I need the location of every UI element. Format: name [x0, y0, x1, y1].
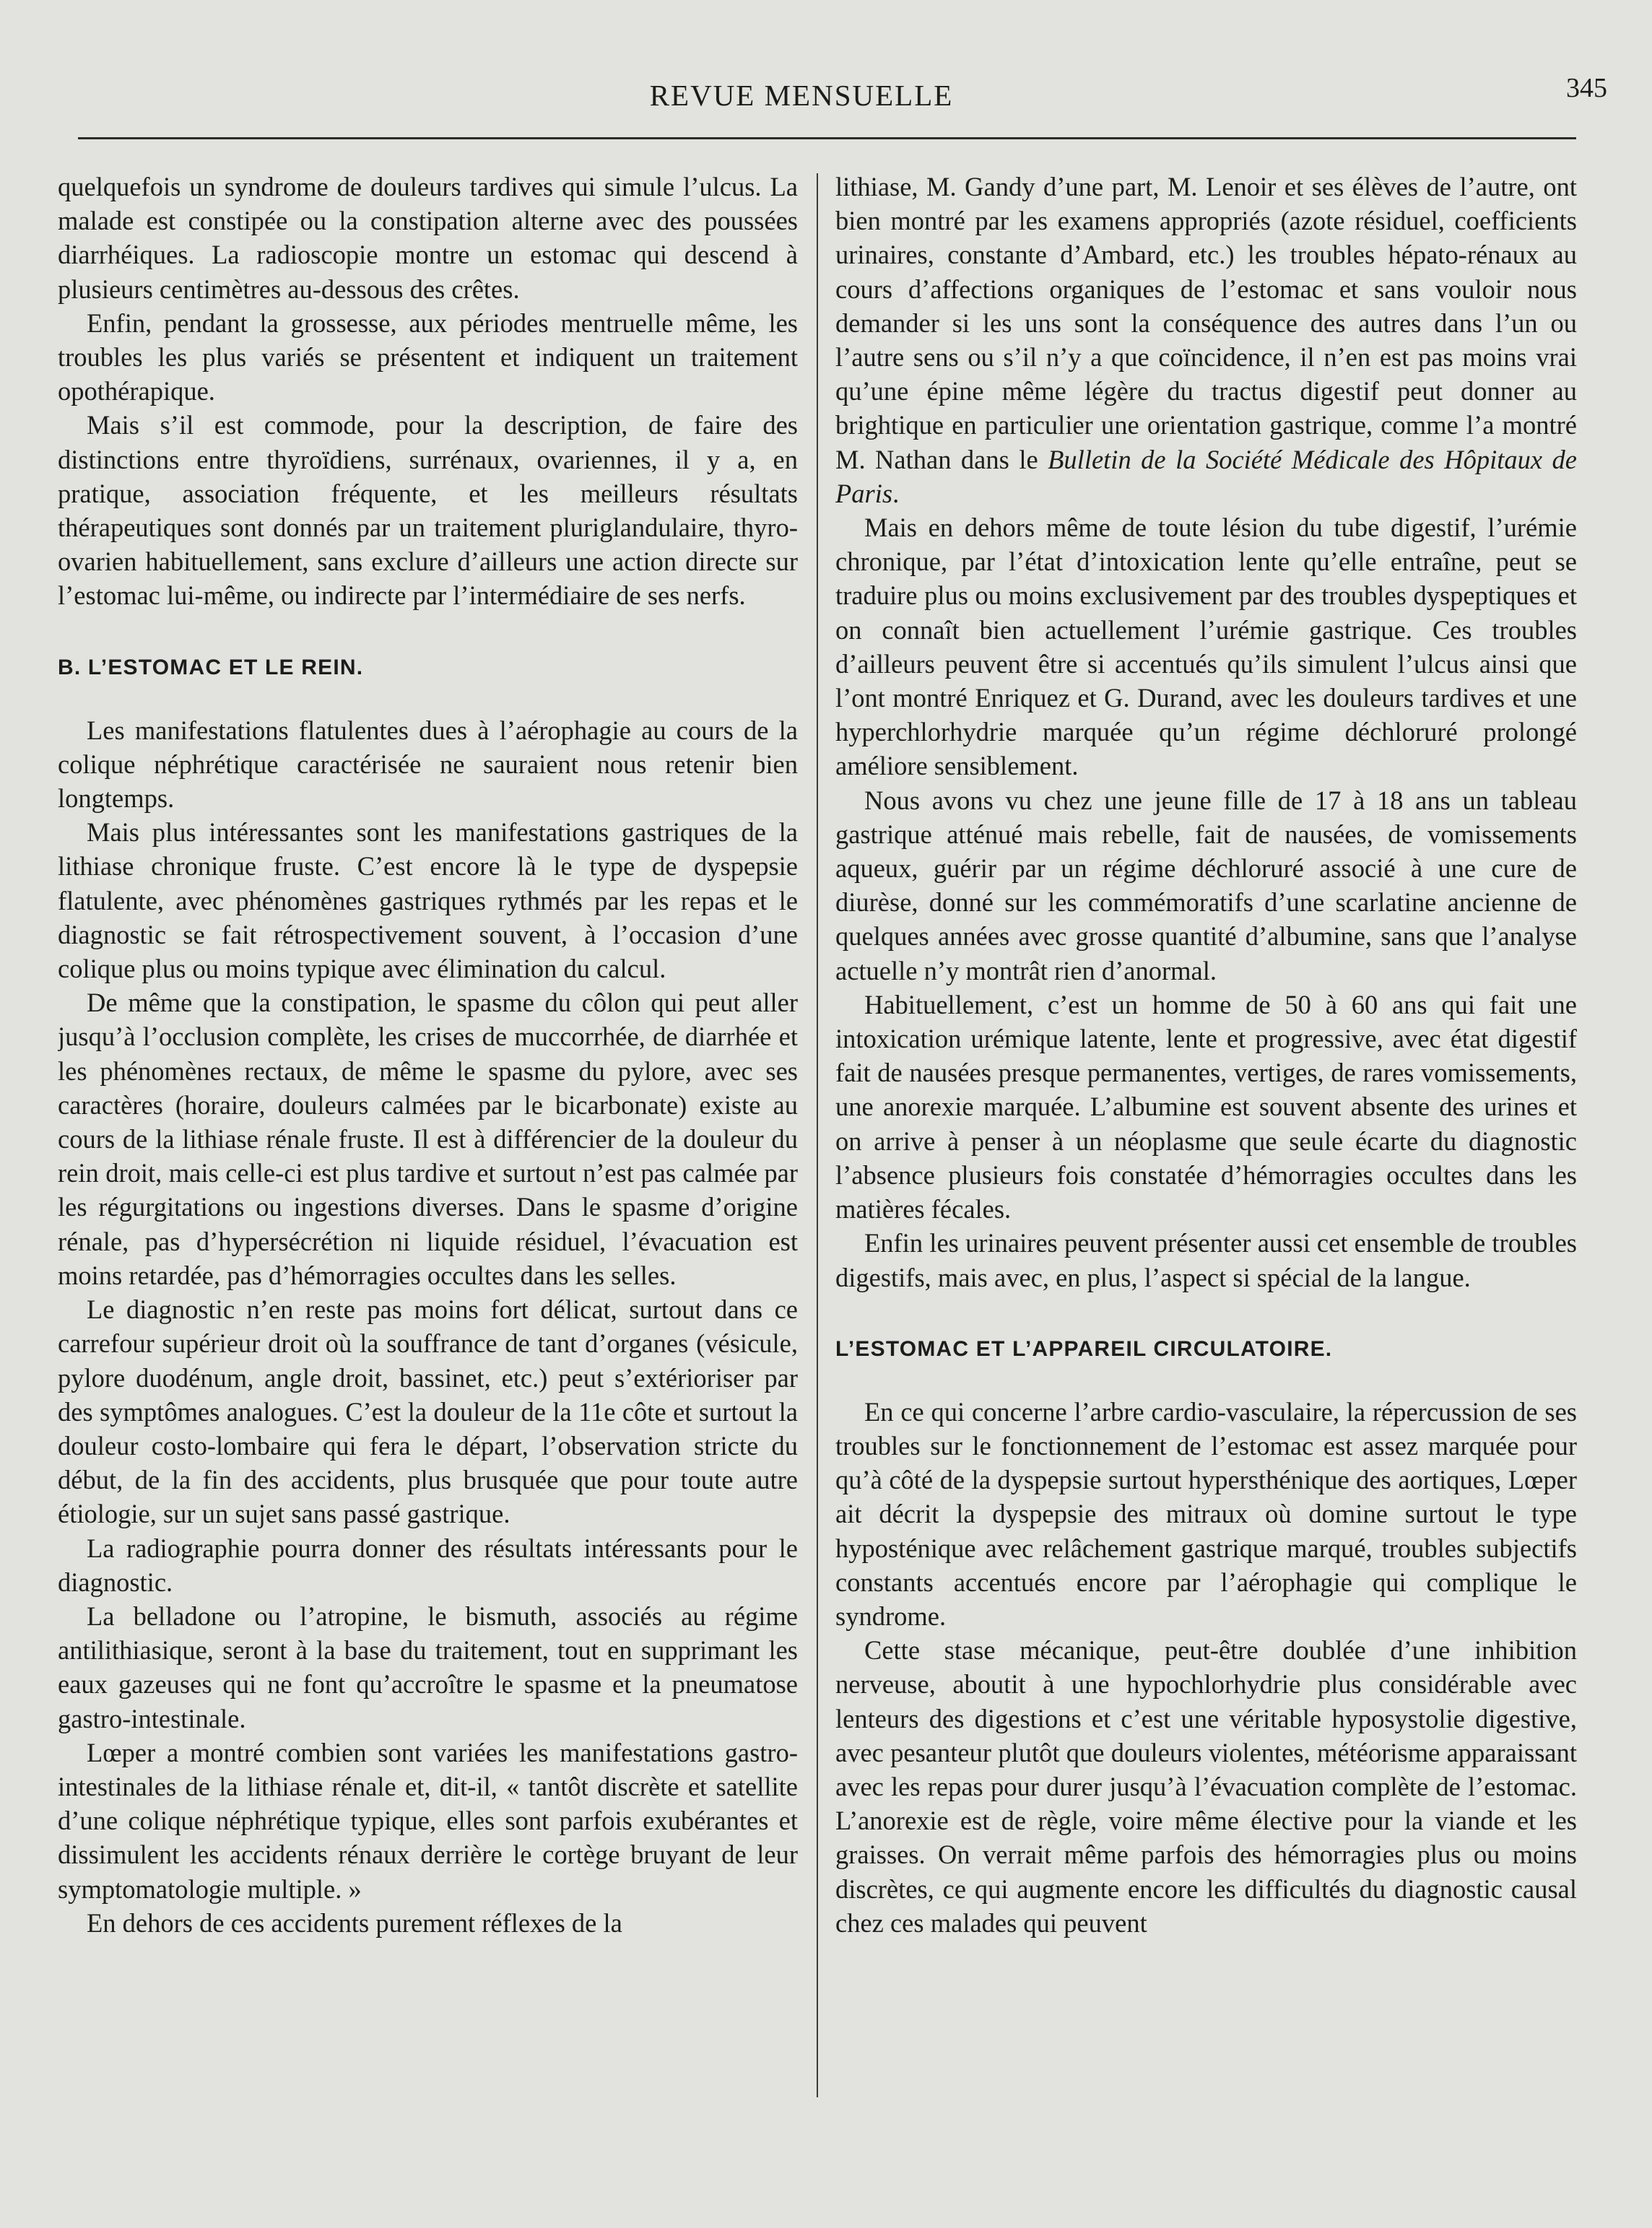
journal-title-italic: Bulletin de la Société Médicale des Hôpitaux de Paris: [835, 444, 1577, 508]
spacer: [58, 613, 798, 650]
paragraph: quelquefois un syndrome de douleurs tardives qui simule l’ulcus. La malade est constipée ou la constipation alterne avec des poussées diarrhéiques. La radioscopie montre un estomac qui descend à plusieurs centimètres au-dessous des crêtes.: [58, 172, 798, 304]
paragraph: Cette stase mécanique, peut-être doublée d’une inhibition nerveuse, aboutit à une hypochlorhydrie plus considérable avec lenteurs des digestions et c’est une véritable hyposystolie digestive, avec pesanteur plutôt que douleurs violentes, météorisme apparaissant avec les repas pour durer jusqu’à l’évacuation complète de l’estomac. L’anorexie est de règle, voire même élective pour la viande et les graisses. On verrait même parfois des hémorragies plus ou moins discrètes, ce qui augmente encore les difficultés du diagnostic causal chez ces malades qui peuvent: [835, 1635, 1577, 1938]
page-number: 345: [1566, 73, 1607, 103]
paragraph: Les manifestations flatulentes dues à l’aérophagie au cours de la colique néphrétique caractérisée ne sauraient nous retenir bien longtemps.: [58, 715, 798, 814]
paragraph: Le diagnostic n’en reste pas moins fort délicat, surtout dans ce carrefour supérieur droit où la souffrance de tant d’organes (vésicule, pylore duodénum, angle droit, bassinet, etc.) peut s’extérioriser par des symptômes analogues. C’est la douleur de la 11e côte et surtout la douleur costo-lombaire qui fera le départ, l’observation stricte du début, de la fin des accidents, plus brusquée que pour toute autre étiologie, sur un sujet sans passé gastrique.: [58, 1294, 798, 1529]
paragraph: De même que la constipation, le spasme du côlon qui peut aller jusqu’à l’occlusion complète, les crises de muccorrhée, de diarrhée et les phénomènes rectaux, de même le spasme du pylore, avec ses caractères (horaire, douleurs calmées par le bicarbonate) existe au cours de la lithiase rénale fruste. Il est à différencier de la douleur du rein droit, mais celle-ci est plus tardive et surtout n’est pas calmée par les régurgitations ou ingestions diverses. Dans le spasme d’origine rénale, pas d’hypersécrétion ni liquide résiduel, l’évacuation est moins retardée, pas d’hémorragies occultes dans les selles.: [58, 988, 798, 1290]
paragraph-text: lithiase, M. Gandy d’une part, M. Lenoir et ses élèves de l’autre, ont bien montré par les examens appropriés (azote résiduel, coefficients urinaires, constante d’Ambard, etc.) les troubles hépato-rénaux au cours d’affections organiques de l’estomac et sans vouloir nous demander si les uns sont la conséquence des autres dans l’un ou l’autre sens ou s’il n’y a que coïncidence, il n’en est pas moins vrai qu’une épine même légère du tractus digestif peut donner au brightique en particulier une orientation gastrique, comme l’a montré M. Nathan dans le: [835, 172, 1577, 474]
paragraph: Enfin, pendant la grossesse, aux périodes mentruelle même, les troubles les plus variés se présentent et indiquent un traitement opothérapique.: [58, 308, 798, 406]
left-column: [58, 170, 798, 2090]
paragraph: La radiographie pourra donner des résultats intéressants pour le diagnostic.: [58, 1533, 798, 1597]
paragraph-end: .: [892, 478, 900, 508]
paragraph: En dehors de ces accidents purement réflexes de la: [87, 1907, 622, 1938]
column-divider: [817, 173, 818, 2097]
header-rule: [78, 137, 1576, 139]
right-column: [835, 170, 1577, 2090]
paragraph: Nous avons vu chez une jeune fille de 17 à 18 ans un tableau gastrique atténué mais rebelle, fait de nausées, de vomissements aqueux, guérir par un régime déchloruré associé à une cure de diurèse, donné sur les commémoratifs d’une scarlatine ancienne de quelques années avec grosse quantité d’albumine, sans que l’analyse actuelle n’y montrât rien d’anormal.: [835, 785, 1577, 985]
section-heading-c: L’ESTOMAC ET L’APPAREIL CIRCULATOIRE.: [835, 1336, 1333, 1361]
section-heading-b: B. L’ESTOMAC ET LE REIN.: [58, 655, 364, 679]
paragraph: Habituellement, c’est un homme de 50 à 60 ans qui fait une intoxication urémique latente, lente et progressive, avec état digestif fait de nausées presque permanentes, vertiges, de rares vomissements, une anorexie marquée. L’albumine est souvent absente des urines et on arrive à penser à un néoplasme que seule écarte du diagnostic l’absence plusieurs fois constatée d’hémorragies occultes dans les matières fécales.: [835, 989, 1577, 1224]
running-header-title: REVUE MENSUELLE: [649, 79, 954, 112]
paragraph: La belladone ou l’atropine, le bismuth, associés au régime antilithiasique, seront à la base du traitement, tout en supprimant les eaux gazeuses qui ne font qu’accroître le spasme et la pneumatose gastro-intestinale.: [58, 1601, 798, 1733]
paragraph: Enfin les urinaires peuvent présenter aussi cet ensemble de troubles digestifs, mais avec, en plus, l’aspect si spécial de la langue.: [835, 1228, 1577, 1292]
paragraph: Lœper a montré combien sont variées les manifestations gastro-intestinales de la lithiase rénale et, dit-il, « tantôt discrète et satellite d’une colique néphrétique typique, elles sont parfois exubérantes et dissimulent les accidents rénaux derrière le cortège bruyant de leur symptomatologie multiple. »: [58, 1737, 798, 1904]
paragraph: [835, 170, 1577, 510]
spacer: [835, 1366, 1577, 1395]
paragraph: Mais en dehors même de toute lésion du tube digestif, l’urémie chronique, par l’état d’intoxication lente qu’elle entraîne, peut se traduire plus ou moins exclusivement par des troubles dyspeptiques et on connaît bien actuellement l’urémie gastrique. Ces troubles d’ailleurs peuvent être si accentués qu’ils simulent l’ulcus ainsi que l’ont montré Enriquez et G. Durand, avec les douleurs tardives et une hyperchlorhydrie marquée qu’un régime déchloruré prolongé améliore sensiblement.: [835, 513, 1577, 781]
paragraph: En ce qui concerne l’arbre cardio-vasculaire, la répercussion de ses troubles sur le fonctionnement de l’estomac est assez marquée pour qu’à côté de la dyspepsie surtout hypersthénique des aortiques, Lœper ait décrit la dyspepsie des mitraux où domine surtout le type hyposténique avec relâchement gastrique marqué, troubles subjectifs constants accentués encore par l’aérophagie qui complique le syndrome.: [835, 1396, 1577, 1631]
paragraph: Mais s’il est commode, pour la description, de faire des distinctions entre thyroïdiens, surrénaux, ovariennes, il y a, en pratique, association fréquente, et les meilleurs résultats thérapeutiques sont donnés par un traitement pluriglandulaire, thyro-ovarien habituellement, sans exclure d’ailleurs une action directe sur l’estomac lui-même, ou indirecte par l’intermédiaire de ses nerfs.: [58, 410, 798, 611]
spacer: [58, 684, 798, 713]
spacer: [835, 1294, 1577, 1332]
paragraph: Mais plus intéressantes sont les manifestations gastriques de la lithiase chronique fruste. C’est encore là le type de dyspepsie flatulente, avec phénomènes gastriques rythmés par les repas et le diagnostic se fait rétrospectivement souvent, à l’occasion d’une colique plus ou moins typique avec élimination du calcul.: [58, 817, 798, 984]
